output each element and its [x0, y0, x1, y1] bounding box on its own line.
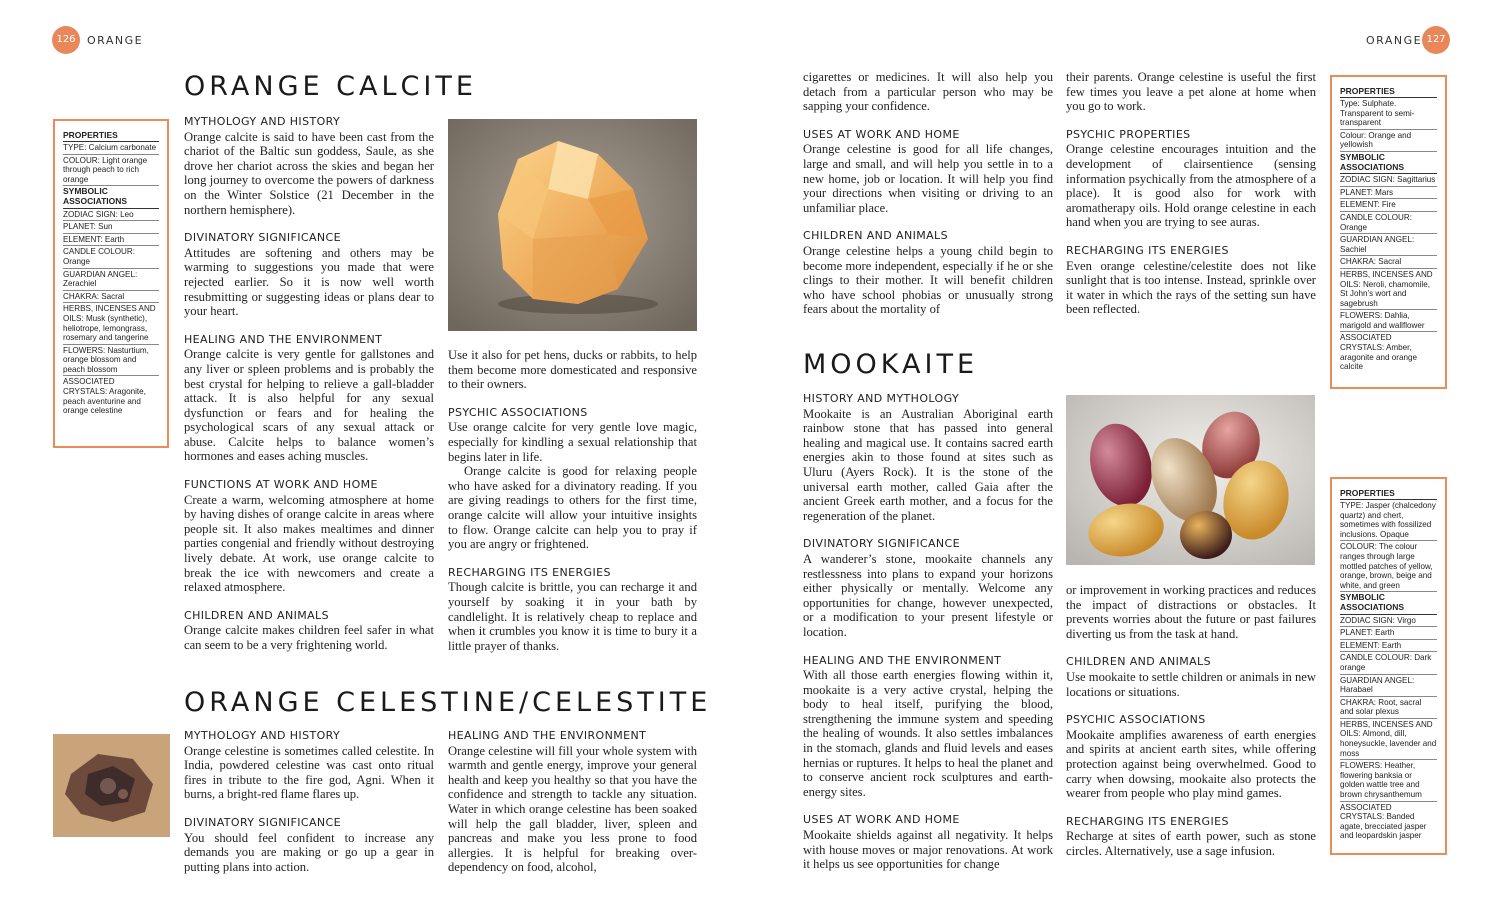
- orange-celestine-column-1: [184, 729, 434, 874]
- section-heading: HEALING AND THE ENVIRONMENT: [184, 332, 383, 346]
- paragraph: Mookaite shields against all negativity. It helps with house moves or major renovations. At work it helps us see opportunities for change: [803, 828, 1053, 872]
- property-row: GUARDIAN ANGEL: Sachiel: [1340, 234, 1437, 256]
- property-row: FLOWERS: Heather, flowering banksia or golden wattle tree and brown chrysanthemum: [1340, 760, 1437, 801]
- paragraph: Orange calcite is good for relaxing people who have asked for a divinatory reading. If you are giving readings to others for the first time, orange calcite will allow your intuitive insights to flow. Orange calcite can help you to pray if you are angry or frightened.: [448, 464, 697, 552]
- paragraph: Orange calcite is said to have been cast from the chariot of the Baltic sun goddess, Saule, as she drove her chariot across the skies and began her long journey to overcome the powers of darkness on the Winter Solstice (21 December in the northern hemisphere).: [184, 129, 434, 217]
- property-row: Type: Sulphate. Transparent to semi-transparent: [1340, 98, 1437, 130]
- paragraph: Orange celestine helps a young child begin to become more independent, especially if he or she clings to their mother. It will benefit children who have school phobias or unusually strong fears about the mortality of: [803, 243, 1053, 317]
- property-row: CANDLE COLOUR: Orange: [63, 246, 159, 268]
- property-row: PLANET: Earth: [1340, 627, 1437, 640]
- property-row: ELEMENT: Earth: [63, 234, 159, 247]
- mookaite-column-1: [803, 392, 1053, 872]
- paragraph: Mookaite is an Australian Aboriginal earth rainbow stone that has passed into general healing and magical use. It contains sacred earth energies akin to those found at sites such as Uluru (Ayers Rock). It is the stone of the universal earth mother, called Gaia after the ancient Greek earth mother, and a focus for the regeneration of the planet.: [803, 406, 1053, 523]
- paragraph: or improvement in working practices and reduces the impact of distractions or obstacles. It prevents worries about the future or past failures diverting us from the task at hand.: [1066, 583, 1316, 641]
- paragraph: Orange calcite makes children feel safer in what can seem to be a very frightening world.: [184, 623, 434, 652]
- properties-heading: PROPERTIES: [63, 130, 159, 142]
- section-heading: FUNCTIONS AT WORK AND HOME: [184, 478, 378, 492]
- property-row: CHAKRA: Sacral: [63, 291, 159, 304]
- mookaite-image: [1066, 395, 1315, 565]
- paragraph: Use it also for pet hens, ducks or rabbits, to help them become more domesticated and responsive to their owners.: [448, 348, 697, 392]
- property-row: PLANET: Sun: [63, 221, 159, 234]
- section-heading: DIVINATORY SIGNIFICANCE: [184, 815, 341, 829]
- property-row: PLANET: Mars: [1340, 187, 1437, 200]
- property-row: ELEMENT: Fire: [1340, 199, 1437, 212]
- property-row: ASSOCIATED CRYSTALS: Banded agate, brecciated jasper and leopardskin jasper: [1340, 802, 1427, 841]
- symbolic-associations-heading: SYMBOLIC ASSOCIATIONS: [1340, 592, 1437, 614]
- section-heading: PSYCHIC PROPERTIES: [1066, 127, 1191, 141]
- paragraph: Use orange calcite for very gentle love magic, especially for kindling a sexual relationship that begins later in life.: [448, 420, 697, 464]
- paragraph: A wanderer’s stone, mookaite channels any restlessness into plans to expand your horizons either physically or mentally. Welcome any opportunities for change, however unexpected, or a modification to your present lifestyle or location.: [803, 551, 1053, 639]
- orange-calcite-column-1: [184, 115, 434, 653]
- section-heading: DIVINATORY SIGNIFICANCE: [803, 537, 960, 551]
- orange-calcite-column-2: [448, 348, 697, 653]
- properties-heading: PROPERTIES: [1340, 488, 1437, 500]
- properties-box-orange-calcite: [53, 119, 169, 448]
- property-row: FLOWERS: Nasturtium, orange blossom and peach blossom: [63, 345, 159, 377]
- property-row: CHAKRA: Sacral: [1340, 256, 1437, 269]
- orange-calcite-image: [448, 119, 697, 331]
- property-row: FLOWERS: Dahlia, marigold and wallflower: [1340, 310, 1437, 332]
- property-row: ELEMENT: Earth: [1340, 640, 1437, 653]
- property-row: HERBS, INCENSES AND OILS: Musk (synthetic), heliotrope, lemongrass, rosemary and tangerine: [63, 303, 159, 344]
- properties-heading: PROPERTIES: [1340, 86, 1437, 98]
- property-row: ZODIAC SIGN: Leo: [63, 209, 159, 222]
- property-row: ZODIAC SIGN: Sagittarius: [1340, 174, 1437, 187]
- page-number-right: 127: [1422, 26, 1450, 54]
- paragraph: their parents. Orange celestine is useful the first few times you leave a pet alone at home when you go to work.: [1066, 70, 1316, 114]
- paragraph: Mookaite amplifies awareness of earth energies and spirits at ancient earth sites, while offering protection against being overwhelmed. Good to carry when dowsing, mookaite also protects the wearer from people who play mind games.: [1066, 727, 1316, 801]
- properties-box-orange-celestine: [1330, 75, 1447, 389]
- paragraph: Recharge at sites of earth power, such as stone circles. Alternatively, use a sage infusion.: [1066, 829, 1316, 858]
- paragraph: Orange celestine is sometimes called celestite. In India, powdered celestine was cast onto ritual fires in tribute to the fire god, Agni. When it burns, a bright-red flame flares up.: [184, 743, 434, 802]
- paragraph: Though calcite is brittle, you can recharge it and yourself by soaking it in your bath by candlelight. It is relatively cheap to replace and when it crumbles you know it is time to bury it a little prayer of thanks.: [448, 580, 697, 653]
- property-row: ZODIAC SIGN: Virgo: [1340, 615, 1437, 628]
- paragraph: Orange celestine encourages intuition and the development of clairsentience (sensing information psychically from the atmosphere of a place). It is good also for work with aromatherapy oils. Hold orange celestine in each hand when you are trying to see auras.: [1066, 142, 1316, 230]
- property-row: Colour: Orange and yellowish: [1340, 130, 1437, 152]
- orange-celestine-photo: [53, 734, 170, 837]
- section-heading: RECHARGING ITS ENERGIES: [1066, 814, 1229, 828]
- section-heading: HEALING AND THE ENVIRONMENT: [448, 729, 647, 742]
- orange-celestine-column-2: [448, 729, 697, 875]
- section-heading: HISTORY AND MYTHOLOGY: [803, 392, 960, 405]
- property-row: ASSOCIATED CRYSTALS: Amber, aragonite and orange calcite: [1340, 333, 1417, 372]
- property-row: CHAKRA: Root, sacral and solar plexus: [1340, 697, 1437, 719]
- orange-celestine-image: [53, 734, 170, 837]
- celestine-cont-column-2: [1066, 70, 1316, 317]
- title-orange-celestine: ORANGE CELESTINE/CELESTITE: [184, 687, 712, 718]
- mookaite-column-2: [1066, 583, 1316, 859]
- property-row: GUARDIAN ANGEL: Harabael: [1340, 675, 1437, 697]
- running-head-left: ORANGE: [87, 34, 144, 47]
- title-mookaite: MOOKAITE: [803, 349, 979, 380]
- section-heading: RECHARGING ITS ENERGIES: [1066, 243, 1229, 257]
- paragraph: You should feel confident to increase any demands you are making or go up a gear in putting plans into action.: [184, 830, 434, 874]
- section-heading: RECHARGING ITS ENERGIES: [448, 565, 611, 579]
- celestine-cont-column-1: [803, 70, 1053, 317]
- section-heading: PSYCHIC ASSOCIATIONS: [1066, 713, 1206, 727]
- section-heading: USES AT WORK AND HOME: [803, 127, 960, 141]
- paragraph: Orange celestine is good for all life changes, large and small, and will help you settle in to a new home, job or location. It will help you find your directions when visiting or driving to an unfamiliar place.: [803, 142, 1053, 215]
- property-row: COLOUR: Light orange through peach to rich orange: [63, 155, 159, 187]
- mookaite-photo: [1066, 395, 1315, 565]
- paragraph: Attitudes are softening and others may be warming to suggestions you made that were rejected earlier. So it is now well worth resubmitting or suggesting ideas or plans dear to your heart.: [184, 245, 434, 319]
- paragraph: Use mookaite to settle children or animals in new locations or situations.: [1066, 669, 1316, 699]
- section-heading: MYTHOLOGY AND HISTORY: [184, 729, 341, 742]
- section-heading: CHILDREN AND ANIMALS: [1066, 655, 1211, 669]
- properties-box-mookaite: [1330, 477, 1447, 855]
- orange-calcite-photo: [448, 119, 697, 331]
- paragraph: Even orange celestine/celestite does not like sunlight that is too intense. Instead, sprinkle over it water in which the rays of the setting sun have been reflected.: [1066, 258, 1316, 317]
- title-orange-calcite: ORANGE CALCITE: [184, 71, 477, 102]
- section-heading: MYTHOLOGY AND HISTORY: [184, 115, 341, 128]
- property-row: CANDLE COLOUR: Dark orange: [1340, 652, 1437, 674]
- property-row: TYPE: Calcium carbonate: [63, 142, 159, 155]
- paragraph: Create a warm, welcoming atmosphere at home by having dishes of orange calcite in areas where people sit. It also makes mealtimes and dinner parties congenial and friendly without destroying lively debate. At work, use orange calcite to break the ice with newcomers and create a relaxed atmosphere.: [184, 492, 434, 595]
- page-number-left: 126: [52, 26, 80, 54]
- paragraph: Orange celestine will fill your whole system with warmth and gentle energy, improve your general health and keep you healthy so that you have the confidence and strength to tackle any situation. Water in which orange celestine has been soaked will help the gall bladder, liver, spleen and pancreas and make you less prone to food allergies. It is helpful for breaking over-dependency on food, alcohol,: [448, 743, 697, 875]
- symbolic-associations-heading: SYMBOLIC ASSOCIATIONS: [1340, 152, 1437, 174]
- paragraph: With all those earth energies flowing within it, mookaite is a very active crystal, helping the body to heal itself, purifying the blood, strengthening the immune system and speeding the healing of wounds. It also settles imbalances in the stomach, glands and fluid levels and eases hernias or ruptures. It helps to heal the planet and to conserve ancient rock sculptures and earth-energy sites.: [803, 668, 1053, 799]
- property-row: HERBS, INCENSES AND OILS: Neroli, chamomile, St John’s wort and sagebrush: [1340, 269, 1437, 310]
- section-heading: DIVINATORY SIGNIFICANCE: [184, 231, 341, 245]
- property-row: ASSOCIATED CRYSTALS: Aragonite, peach aventurine and orange celestine: [63, 377, 146, 416]
- section-heading: PSYCHIC ASSOCIATIONS: [448, 405, 588, 419]
- property-row: CANDLE COLOUR: Orange: [1340, 212, 1437, 234]
- section-heading: CHILDREN AND ANIMALS: [184, 608, 329, 622]
- paragraph: Orange calcite is very gentle for gallstones and any liver or spleen problems and is probably the best crystal for helping to relieve a gall-bladder attack. It is also helpful for any sexual dysfunction or fears and for healing the psychological scars of any sexual attack or abuse. Calcite helps to balance women’s hormones and eases aching muscles.: [184, 347, 434, 464]
- section-heading: CHILDREN AND ANIMALS: [803, 229, 948, 243]
- property-row: COLOUR: The colour ranges through large mottled patches of yellow, orange, brown, beige and white, and green: [1340, 541, 1437, 592]
- property-row: HERBS, INCENSES AND OILS: Almond, dill, honeysuckle, lavender and moss: [1340, 719, 1437, 760]
- property-row: TYPE: Jasper (chalcedony quartz) and chert, sometimes with fossilized inclusions. Opaque: [1340, 500, 1437, 541]
- section-heading: HEALING AND THE ENVIRONMENT: [803, 653, 1002, 667]
- section-heading: USES AT WORK AND HOME: [803, 813, 960, 827]
- symbolic-associations-heading: SYMBOLIC ASSOCIATIONS: [63, 186, 159, 208]
- paragraph: cigarettes or medicines. It will also help you detach from a particular person who may be sapping your confidence.: [803, 70, 1053, 114]
- running-head-right: ORANGE: [1366, 34, 1423, 47]
- property-row: GUARDIAN ANGEL: Zerachiel: [63, 269, 159, 291]
